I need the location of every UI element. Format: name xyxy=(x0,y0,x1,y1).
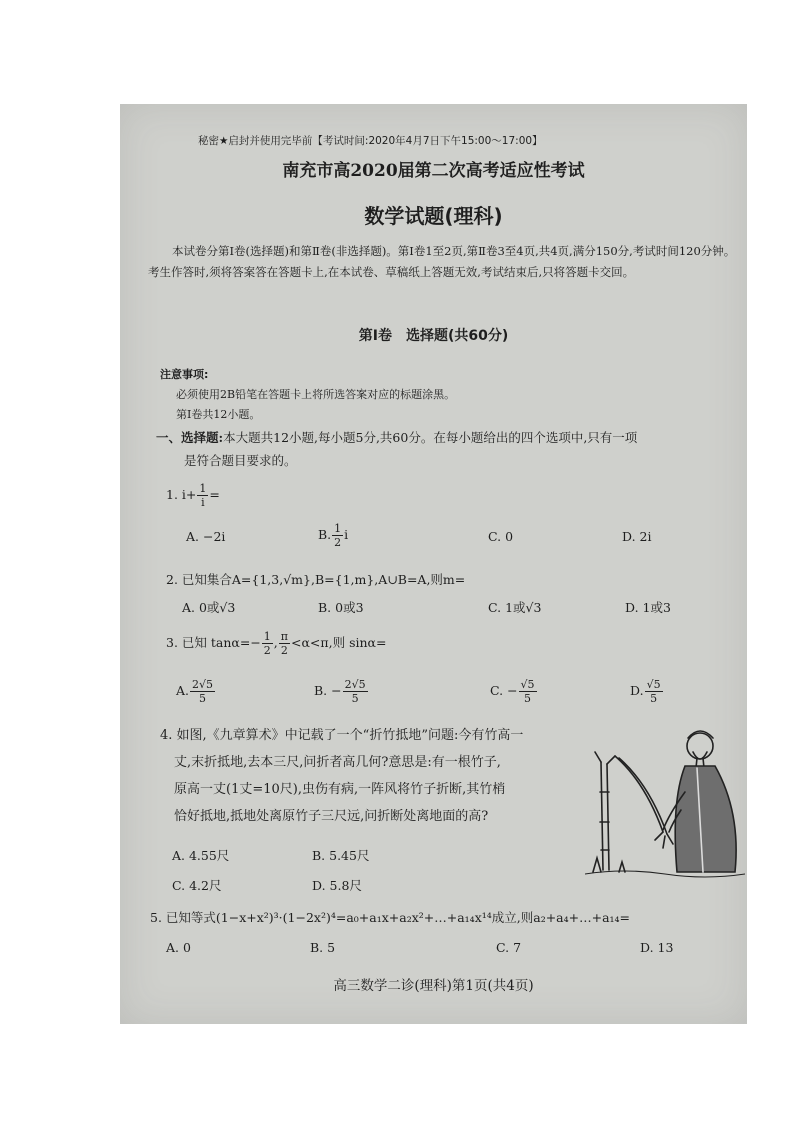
q1-number: 1. xyxy=(166,487,178,502)
section-title: 第Ⅰ卷 选择题(共60分) xyxy=(358,328,509,344)
q3-mid: , xyxy=(273,635,278,650)
q3-option-c xyxy=(490,678,538,705)
q1-option-b xyxy=(318,522,348,549)
q5-option-b: B. 5 xyxy=(310,940,336,955)
q3-c-pre: C. − xyxy=(490,683,518,698)
q2-option-b: B. 0或3 xyxy=(318,600,364,615)
q4-line-3: 原高一丈(1丈=10尺),虫伤有病,一阵风将竹子折断,其竹梢 xyxy=(174,782,506,797)
q3-a-fraction xyxy=(190,678,215,705)
q3-option-d xyxy=(630,678,664,705)
question-3-stem xyxy=(166,630,386,657)
question-4-stem xyxy=(160,722,570,830)
exam-subtitle: 数学试题(理科) xyxy=(364,204,503,228)
q1-option-a: A. −2i xyxy=(186,529,226,544)
q3-c-den: 5 xyxy=(524,692,532,705)
q3-stem-pre: 3. 已知 tanα=− xyxy=(166,635,261,650)
q3-d-num: √5 xyxy=(646,678,661,691)
notes-line-2: 第Ⅰ卷共12小题。 xyxy=(176,408,261,421)
q4-option-d: D. 5.8尺 xyxy=(312,878,362,893)
q4-option-c: C. 4.2尺 xyxy=(172,878,222,893)
q3-c-num: √5 xyxy=(520,678,535,691)
q1-stem-post: = xyxy=(209,487,220,502)
q3-b-fraction xyxy=(343,678,368,705)
q4-option-b: B. 5.45尺 xyxy=(312,848,370,863)
secret-header: 秘密★启封并使用完毕前【考试时间:2020年4月7日下午15:00～17:00】 xyxy=(198,135,543,147)
question-5-stem: 5. 已知等式(1−x+x²)³·(1−2x²)⁴=a₀+a₁x+a₂x²+…+a₁₄x¹⁴成立,则a₂+a₄+…+a₁₄= xyxy=(150,910,631,925)
q4-line-1: 4. 如图,《九章算术》中记载了一个“折竹抵地”问题:今有竹高一 xyxy=(160,728,524,743)
q1-b-fraction xyxy=(332,522,343,549)
question-1-stem xyxy=(166,482,220,509)
instruction-prefix: 一、选择题: xyxy=(156,430,224,445)
q4-line-4: 恰好抵地,抵地处离原竹子三尺远,问折断处离地面的高? xyxy=(174,809,489,824)
q1-b-pre: B. xyxy=(318,527,332,542)
q5-option-a: A. 0 xyxy=(166,940,191,955)
q3-c-fraction xyxy=(519,678,537,705)
q4-option-a: A. 4.55尺 xyxy=(172,848,230,863)
q1-option-c: C. 0 xyxy=(488,529,514,544)
q3-fraction-2 xyxy=(279,630,290,657)
q1-b-post: i xyxy=(344,527,349,542)
q3-d-fraction xyxy=(645,678,663,705)
q3-option-a xyxy=(176,678,216,705)
q1-option-d: D. 2i xyxy=(622,529,652,544)
q3-d-pre: D. xyxy=(630,683,644,698)
exam-title: 南充市高2020届第二次高考适应性考试 xyxy=(282,161,585,181)
q3-a-num: 2√5 xyxy=(192,678,214,691)
q1-frac-den: i xyxy=(201,496,205,509)
q3-d-den: 5 xyxy=(650,692,658,705)
q3-b-num: 2√5 xyxy=(344,678,366,691)
q2-option-c: C. 1或√3 xyxy=(488,600,542,615)
q1-frac-num: 1 xyxy=(199,482,207,495)
q3-stem-post: <α<π,则 sinα= xyxy=(291,635,387,650)
exam-intro: 本试卷分第Ⅰ卷(选择题)和第Ⅱ卷(非选择题)。第Ⅰ卷1至2页,第Ⅱ卷3至4页,共4页,满分150分,考试时间120分钟。考生作答时,须将答案答在答题卡上,在本试卷、草稿纸上答题无效,考试结束后,只将答题卡交回。 xyxy=(148,244,736,279)
q3-a-pre: A. xyxy=(176,683,190,698)
q5-option-d: D. 13 xyxy=(640,940,674,955)
q4-line-2: 丈,末折抵地,去本三尺,问折者高几何?意思是:有一根竹子, xyxy=(174,755,501,770)
q3-option-b xyxy=(314,678,369,705)
instruction-text-2: 是符合题目要求的。 xyxy=(184,453,297,468)
bamboo-scholar-illustration xyxy=(585,722,745,882)
q1-stem-pre: i+ xyxy=(181,487,197,502)
q3-fraction-1 xyxy=(262,630,273,657)
q3-b-den: 5 xyxy=(351,692,359,705)
q3-f2-den: 2 xyxy=(280,644,288,657)
instruction-text-1: 本大题共12小题,每小题5分,共60分。在每小题给出的四个选项中,只有一项 xyxy=(223,430,638,445)
q2-option-d: D. 1或3 xyxy=(625,600,671,615)
choice-instruction xyxy=(156,426,731,472)
q3-a-den: 5 xyxy=(199,692,207,705)
exam-paper xyxy=(120,104,747,1024)
q3-f2-num: π xyxy=(280,630,289,643)
q3-b-pre: B. − xyxy=(314,683,342,698)
q3-f1-num: 1 xyxy=(263,630,271,643)
q3-f1-den: 2 xyxy=(263,644,271,657)
page-footer: 高三数学二诊(理科)第1页(共4页) xyxy=(333,978,534,994)
q5-option-c: C. 7 xyxy=(496,940,522,955)
q1-b-den: 2 xyxy=(334,536,342,549)
question-2-stem: 2. 已知集合A={1,3,√m},B={1,m},A∪B=A,则m= xyxy=(166,572,466,587)
q1-b-num: 1 xyxy=(334,522,342,535)
notes-heading: 注意事项: xyxy=(160,368,209,381)
q2-option-a: A. 0或√3 xyxy=(182,600,236,615)
q1-fraction xyxy=(197,482,208,509)
notes-line-1: 必须使用2B铅笔在答题卡上将所选答案对应的标题涂黑。 xyxy=(176,388,456,401)
